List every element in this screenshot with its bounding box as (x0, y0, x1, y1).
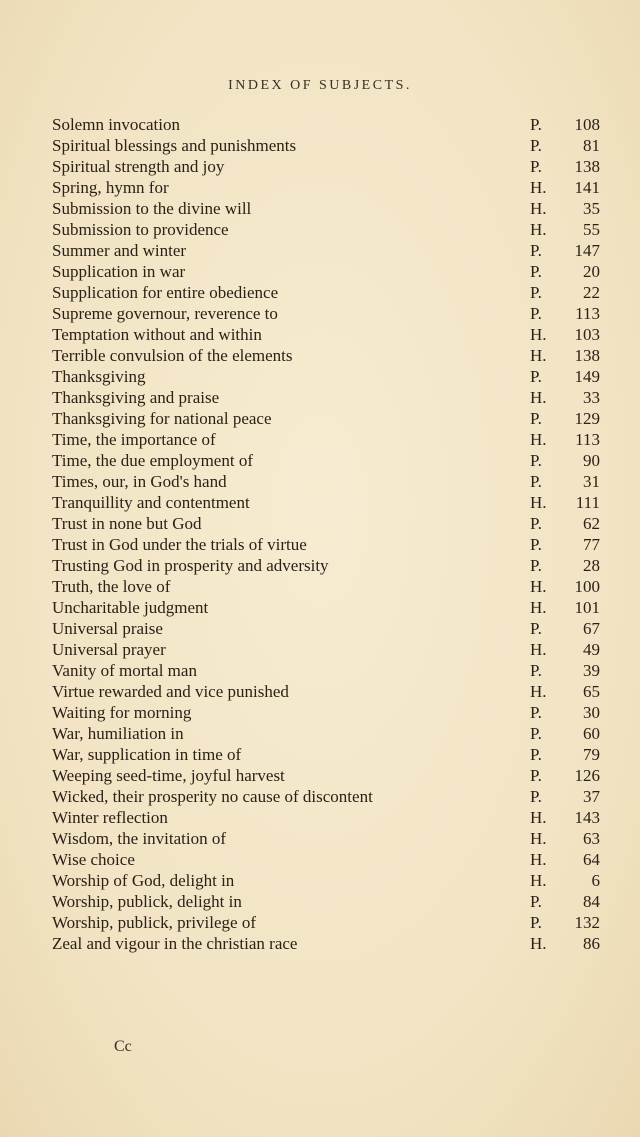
entry-type: P. (530, 472, 542, 491)
entry-subject: Trust in God under the trials of virtue (52, 535, 307, 554)
index-entry (52, 807, 600, 828)
entry-subject: War, humiliation in (52, 724, 184, 743)
index-entry (52, 114, 600, 135)
entry-type: H. (530, 808, 547, 827)
entry-subject: War, supplication in time of (52, 745, 242, 764)
index-entry (52, 849, 600, 870)
entry-page-number: 37 (583, 787, 600, 806)
index-entry (52, 786, 600, 807)
entry-page-number: 35 (583, 199, 600, 218)
entry-subject: Trust in none but God (52, 514, 202, 533)
entry-page-number: 28 (583, 556, 600, 575)
entry-type: H. (530, 493, 547, 512)
index-entry (52, 870, 600, 891)
entry-type: P. (530, 787, 542, 806)
entry-type: P. (530, 535, 542, 554)
entry-type: P. (530, 661, 542, 680)
index-entry (52, 429, 600, 450)
entry-subject: Truth, the love of (52, 577, 171, 596)
entry-page-number: 20 (583, 262, 600, 281)
entry-page-number: 31 (583, 472, 600, 491)
entry-page-number: 79 (583, 745, 600, 764)
entry-subject: Supplication for entire obedience (52, 283, 279, 302)
index-entry (52, 828, 600, 849)
entry-type: H. (530, 178, 547, 197)
entry-subject: Uncharitable judgment (52, 598, 209, 617)
index-entry (52, 156, 600, 177)
entry-subject: Wicked, their prosperity no cause of discontent (52, 787, 373, 806)
entry-page-number: 108 (574, 115, 600, 134)
entry-subject: Solemn invocation (52, 115, 180, 134)
index-entry (52, 282, 600, 303)
entry-subject: Worship of God, delight in (52, 871, 235, 890)
entry-type: P. (530, 514, 542, 533)
entry-page-number: 55 (583, 220, 600, 239)
entry-page-number: 101 (574, 598, 600, 617)
entry-page-number: 129 (574, 409, 600, 428)
entry-page-number: 141 (574, 178, 600, 197)
entry-subject: Spiritual blessings and punishments (52, 136, 297, 155)
entry-page-number: 126 (574, 766, 600, 785)
entry-type: P. (530, 283, 542, 302)
index-entry (52, 366, 600, 387)
entry-subject: Terrible convulsion of the elements (52, 346, 293, 365)
entry-type: H. (530, 598, 547, 617)
entry-type: P. (530, 619, 542, 638)
entry-type: P. (530, 367, 542, 386)
entry-type: H. (530, 871, 547, 890)
entry-page-number: 84 (583, 892, 600, 911)
entry-subject: Summer and winter (52, 241, 187, 260)
entry-subject: Universal prayer (52, 640, 166, 659)
entry-type: H. (530, 934, 547, 953)
entry-type: P. (530, 409, 542, 428)
index-entry (52, 555, 600, 576)
entry-page-number: 113 (575, 430, 600, 449)
index-entry (52, 177, 600, 198)
entry-type: H. (530, 640, 547, 659)
entry-subject: Vanity of mortal man (52, 661, 197, 680)
entry-type: P. (530, 136, 542, 155)
entry-page-number: 67 (583, 619, 600, 638)
index-entry (52, 702, 600, 723)
entry-subject: Submission to providence (52, 220, 229, 239)
entry-type: H. (530, 325, 547, 344)
index-entry (52, 912, 600, 933)
index-entry (52, 765, 600, 786)
entry-type: P. (530, 745, 542, 764)
entry-page-number: 138 (574, 346, 600, 365)
index-entry (52, 492, 600, 513)
index-entry (52, 408, 600, 429)
entry-type: P. (530, 241, 542, 260)
index-entry (52, 303, 600, 324)
entry-page-number: 103 (574, 325, 600, 344)
entry-subject: Submission to the divine will (52, 199, 252, 218)
entry-type: P. (530, 262, 542, 281)
index-entry (52, 597, 600, 618)
entry-page-number: 81 (583, 136, 600, 155)
entry-page-number: 65 (583, 682, 600, 701)
entry-type: P. (530, 724, 542, 743)
entry-page-number: 138 (574, 157, 600, 176)
index-entry (52, 639, 600, 660)
entry-subject: Tranquillity and contentment (52, 493, 250, 512)
entry-subject: Thanksgiving for national peace (52, 409, 272, 428)
entry-type: P. (530, 115, 542, 134)
entry-page-number: 132 (574, 913, 600, 932)
entry-page-number: 30 (583, 703, 600, 722)
index-entry (52, 534, 600, 555)
entry-page-number: 86 (583, 934, 600, 953)
entry-page-number: 49 (583, 640, 600, 659)
entry-subject: Supplication in war (52, 262, 186, 281)
entry-subject: Waiting for morning (52, 703, 192, 722)
index-entry (52, 261, 600, 282)
entry-page-number: 60 (583, 724, 600, 743)
entry-type: P. (530, 703, 542, 722)
entry-page-number: 33 (583, 388, 600, 407)
entry-type: P. (530, 304, 542, 323)
entry-type: H. (530, 388, 547, 407)
entry-type: P. (530, 766, 542, 785)
entry-subject: Time, the importance of (52, 430, 216, 449)
index-entry (52, 387, 600, 408)
entry-page-number: 143 (574, 808, 600, 827)
index-entry (52, 681, 600, 702)
entry-subject: Worship, publick, privilege of (52, 913, 257, 932)
entry-subject: Thanksgiving and praise (52, 388, 220, 407)
entry-subject: Worship, publick, delight in (52, 892, 242, 911)
entry-subject: Temptation without and within (52, 325, 262, 344)
entry-type: H. (530, 430, 547, 449)
entry-type: H. (530, 850, 547, 869)
entry-subject: Zeal and vigour in the christian race (52, 934, 298, 953)
index-entry (52, 219, 600, 240)
entry-page-number: 149 (574, 367, 600, 386)
entry-subject: Universal praise (52, 619, 163, 638)
entry-type: H. (530, 346, 547, 365)
entry-subject: Trusting God in prosperity and adversity (52, 556, 329, 575)
entry-type: P. (530, 157, 542, 176)
index-entry (52, 471, 600, 492)
index-entry (52, 450, 600, 471)
index-entry (52, 723, 600, 744)
entry-subject: Time, the due employment of (52, 451, 253, 470)
entry-subject: Times, our, in God's hand (52, 472, 227, 491)
entry-type: P. (530, 913, 542, 932)
entry-subject: Wise choice (52, 850, 135, 869)
entry-page-number: 77 (583, 535, 600, 554)
entry-page-number: 111 (575, 493, 600, 512)
entry-subject: Virtue rewarded and vice punished (52, 682, 289, 701)
entry-subject: Supreme governour, reverence to (52, 304, 278, 323)
entry-page-number: 62 (583, 514, 600, 533)
index-entry (52, 933, 600, 954)
entry-page-number: 90 (583, 451, 600, 470)
entry-subject: Winter reflection (52, 808, 168, 827)
signature-mark: Cc (114, 1038, 132, 1055)
index-entry (52, 744, 600, 765)
index-entry (52, 135, 600, 156)
index-entry (52, 345, 600, 366)
entry-page-number: 63 (583, 829, 600, 848)
index-entry (52, 660, 600, 681)
entry-subject: Wisdom, the invitation of (52, 829, 227, 848)
entry-type: P. (530, 451, 542, 470)
entry-subject: Spiritual strength and joy (52, 157, 225, 176)
entry-page-number: 22 (583, 283, 600, 302)
entry-page-number: 64 (583, 850, 600, 869)
entry-subject: Spring, hymn for (52, 178, 169, 197)
index-entry (52, 240, 600, 261)
entry-page-number: 39 (583, 661, 600, 680)
index-entry (52, 891, 600, 912)
entry-type: H. (530, 220, 547, 239)
entry-page-number: 113 (575, 304, 600, 323)
index-entry (52, 198, 600, 219)
index-entry (52, 513, 600, 534)
index-list (52, 114, 600, 954)
entry-page-number: 6 (591, 871, 600, 890)
entry-subject: Weeping seed-time, joyful harvest (52, 766, 285, 785)
page-heading: INDEX OF SUBJECTS. (228, 78, 412, 93)
entry-type: H. (530, 577, 547, 596)
entry-type: H. (530, 199, 547, 218)
index-entry (52, 324, 600, 345)
entry-type: H. (530, 682, 547, 701)
index-entry (52, 618, 600, 639)
entry-subject: Thanksgiving (52, 367, 146, 386)
entry-page-number: 100 (574, 577, 600, 596)
entry-type: H. (530, 829, 547, 848)
entry-type: P. (530, 556, 542, 575)
entry-type: P. (530, 892, 542, 911)
index-entry (52, 576, 600, 597)
entry-page-number: 147 (574, 241, 600, 260)
